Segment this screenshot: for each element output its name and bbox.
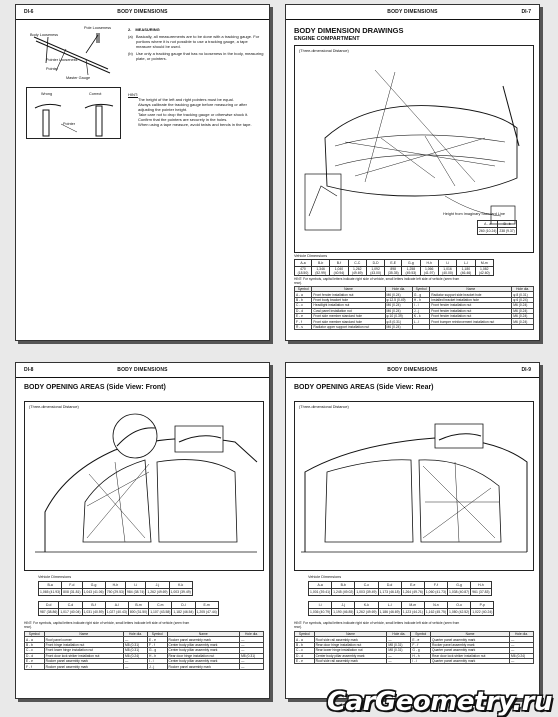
cell: E - e xyxy=(295,658,315,663)
cell: — xyxy=(509,637,533,642)
cell: M8 (0.31) xyxy=(387,648,411,653)
cell: C - c xyxy=(25,648,45,653)
symbol-hint: HINT: For symbols, capital letters indicate right side of vehicle, small letters indicate left side of vehicle (seen from rear). xyxy=(24,621,190,630)
gauge-label-pointer-looseness: Pointer Looseness xyxy=(46,58,78,62)
vd-val: 1,262 (49.69) xyxy=(348,267,366,276)
cell: F - f xyxy=(411,642,431,647)
tracking-gauge-figure xyxy=(26,27,121,82)
cell: Front door lock striker installation nut xyxy=(44,653,123,658)
gauge-label-master-gauge: Master Gauge xyxy=(66,76,91,80)
cell: G - g xyxy=(411,648,431,653)
cell: J - j xyxy=(412,308,429,313)
vehicle-dimensions-caption: Vehicle Dimensions xyxy=(38,575,72,579)
vd-head: B-a xyxy=(39,582,62,589)
vd-val: 987 (38.86) xyxy=(40,610,58,614)
sym-head: Symbol xyxy=(25,632,45,637)
sym-head: Hole dia. xyxy=(240,632,264,637)
vd-val: 1,190 (46.85) xyxy=(333,610,354,614)
vd-head: D-d xyxy=(39,602,59,609)
vd-val: 1,082 (42.60) xyxy=(475,267,493,276)
height-head: A - a xyxy=(478,221,498,228)
cell: φ 10 (0.39) xyxy=(385,313,412,318)
page-title: BODY OPENING AREAS (Side View: Front) xyxy=(24,384,166,391)
rear-opening-drawing xyxy=(295,402,533,570)
cell: M6 (0.24) xyxy=(385,308,412,313)
vd-head: F-f xyxy=(424,582,447,589)
hint-item: Always calibrate the tracking gauge before measuring or after adjusting the pointer height. xyxy=(138,102,247,112)
hint-title: HINT: xyxy=(128,92,138,97)
cell: A - a xyxy=(295,637,315,642)
step-a xyxy=(128,34,264,49)
manual-page-di-9 xyxy=(285,362,540,699)
vd-head: B-b xyxy=(311,260,329,267)
cell: Rocker panel assembly mark xyxy=(167,637,240,642)
vd-val: 1,022 (40.24) xyxy=(472,610,493,614)
vd-head: C-C xyxy=(348,260,366,267)
sym-head: Symbol xyxy=(147,632,167,637)
cell: I - i xyxy=(147,658,167,663)
vd-val: 961 (37.83) xyxy=(472,590,490,594)
cell: Quarter panel assembly mark xyxy=(431,637,510,642)
vd-head: H-h xyxy=(471,582,491,589)
vd-head: E-E xyxy=(385,260,402,267)
vd-head: N-n xyxy=(424,602,447,609)
page-subtitle: ENGINE COMPARTMENT xyxy=(294,36,360,42)
cell: — xyxy=(240,664,264,669)
cell: Roof panel corner xyxy=(44,637,123,642)
cell: G - g xyxy=(147,648,167,653)
cell: B - b xyxy=(295,297,312,302)
sym-head: Name xyxy=(167,632,240,637)
page-header xyxy=(16,363,269,378)
vd-head: G-g xyxy=(402,260,420,267)
vd-val: 1,065 (41.93) xyxy=(40,590,61,594)
cell: φ 8 (0.31) xyxy=(512,292,534,297)
cell: Front fender installation nut xyxy=(430,313,512,318)
vd-val: 1,092 (43.00) xyxy=(366,267,384,276)
vd-head: C-m xyxy=(149,602,172,609)
cell: Center body pillar assembly mark xyxy=(167,648,240,653)
cell: Rear door lock striker installation nut xyxy=(431,653,510,658)
cell: Front side member standard hole xyxy=(312,313,385,318)
vd-head: I-i xyxy=(309,602,332,609)
vd-val: 470 (18.50) xyxy=(295,267,312,276)
vd-head: A-a xyxy=(309,582,332,589)
step-b xyxy=(128,51,264,61)
pointer-wrong-correct-figure xyxy=(26,87,121,139)
cell: — xyxy=(124,658,148,663)
vd-head: G-g xyxy=(448,582,471,589)
sym-head: Symbol xyxy=(295,632,315,637)
vd-val: 1,016 (40.00) xyxy=(438,267,456,276)
height-label: Height from Imaginary Standard Line xyxy=(443,212,506,216)
vd-head: C-c xyxy=(355,582,378,589)
sym-head: Name xyxy=(314,632,387,637)
vd-val: 984 (38.74) xyxy=(127,590,145,594)
vd-head: E-e xyxy=(401,582,424,589)
cell: φ 12.5 (0.49) xyxy=(385,297,412,302)
cell: D - d xyxy=(25,653,45,658)
cell: Quarter panel assembly mark xyxy=(431,648,510,653)
cell: Front body bracket hole xyxy=(312,297,385,302)
page-header xyxy=(16,5,269,20)
cell: Roof side rail assembly mark xyxy=(314,658,387,663)
vd-head: B-m xyxy=(128,602,148,609)
vd-head: F-d xyxy=(62,582,82,589)
vd-head: L-l xyxy=(378,602,401,609)
vd-val: 1,173 (46.18) xyxy=(379,590,400,594)
vd-val: 1,123 (44.21) xyxy=(402,610,423,614)
vd-head: I-i xyxy=(438,260,456,267)
table-row xyxy=(295,658,534,663)
vd-val: 1,040 (40.94) xyxy=(330,267,348,276)
cell: E - e xyxy=(147,637,167,642)
vd-head: C-d xyxy=(59,602,82,609)
cell: Roof side rail assembly mark xyxy=(314,637,387,642)
page-header-title: BODY DIMENSIONS xyxy=(387,367,438,373)
vd-head: P-p xyxy=(471,602,494,609)
vd-val: 1,031 (40.59) xyxy=(83,610,104,614)
vd-val: 1,180 (46.46) xyxy=(457,267,475,276)
cell: Rocker panel assembly mark xyxy=(44,658,123,663)
cell: M6 (0.24) xyxy=(385,303,412,308)
cell: Front lower hinge installation nut xyxy=(44,648,123,653)
manual-page-di-6 xyxy=(15,4,270,341)
vd-head: I-i xyxy=(126,582,146,589)
cell: — xyxy=(387,637,411,642)
vd-val: 1,262 (49.69) xyxy=(356,610,377,614)
vd-head: O-o xyxy=(448,602,471,609)
symbol-table xyxy=(294,631,534,664)
vd-head: B-f xyxy=(330,260,348,267)
step-title: MEASURING xyxy=(135,27,160,32)
sym-head: Hole dia. xyxy=(124,632,148,637)
cell: Center body pillar assembly mark xyxy=(314,653,387,658)
cell: M8 (0.31) xyxy=(124,642,148,647)
vd-head: M-m xyxy=(475,260,493,267)
vd-val: 1,060 (41.73) xyxy=(425,590,447,594)
cell: M6 (0.24) xyxy=(512,308,534,313)
vd-head: B-b xyxy=(332,582,355,589)
page-header-title: BODY DIMENSIONS xyxy=(117,9,168,15)
cell: Front fender installation nut xyxy=(430,303,512,308)
cell: Rear door hinge installation nut xyxy=(167,653,240,658)
hint-item: Take care not to drop the tracking gauge or otherwise shock it. xyxy=(138,112,249,117)
step-b-letter: (b) xyxy=(128,51,133,56)
pointer-label: Pointer xyxy=(63,122,76,126)
sym-head: Name xyxy=(44,632,123,637)
vd-head: H-h xyxy=(105,582,125,589)
sym-head: Hole dia. xyxy=(512,287,534,292)
sym-head: Hole dia. xyxy=(509,632,533,637)
cell: A - a xyxy=(295,292,312,297)
cell xyxy=(512,324,534,329)
vd-val: 1,003 (39.49) xyxy=(356,590,377,594)
cell: L - l xyxy=(412,319,429,324)
cell: Rear lower hinge installation nut xyxy=(314,648,387,653)
sym-head: Hole dia. xyxy=(387,632,411,637)
cell: Front bumper reinforcement installation nut xyxy=(430,319,512,324)
cell: — xyxy=(240,648,264,653)
vd-val: 1,080 (42.52) xyxy=(449,610,470,614)
cell xyxy=(412,324,429,329)
cell: M6 (0.24) xyxy=(385,292,412,297)
cell: — xyxy=(509,648,533,653)
cell: φ 8 (0.31) xyxy=(385,319,412,324)
vd-head: K-k xyxy=(355,602,378,609)
cell: E - e xyxy=(25,658,45,663)
symbol-hint: HINT: For symbols, capital letters indicate right side of vehicle, small letters indicate left side of vehicle (seen from rear). xyxy=(294,621,460,630)
cell: Center body pillar assembly mark xyxy=(167,642,240,647)
vd-head: H-h xyxy=(420,260,438,267)
hint-item: The height of the left and right pointers must be equal. xyxy=(138,97,234,102)
sym-head: Name xyxy=(430,287,512,292)
cell: Cowl panel installation nut xyxy=(312,308,385,313)
page-header-title: BODY DIMENSIONS xyxy=(387,9,438,15)
cell: K - k xyxy=(412,313,429,318)
cell: M6 (0.24) xyxy=(509,653,533,658)
vd-val: 1,182 (46.54) xyxy=(173,610,194,614)
cell: M8 (0.31) xyxy=(240,653,264,658)
vd-head: A-l xyxy=(105,602,128,609)
step-b-text: Use only a tracking gauge that has no looseness in the body, measuring plate, or pointers. xyxy=(135,51,264,61)
page-header-title: BODY DIMENSIONS xyxy=(117,367,168,373)
vd-val: 1,186 (46.69) xyxy=(379,610,400,614)
cell: A - a xyxy=(25,637,45,642)
sym-head: Symbol xyxy=(411,632,431,637)
cell: M6 (0.24) xyxy=(385,324,412,329)
vd-val: 1,038 (40.87) xyxy=(449,590,470,594)
vd-head: B-f xyxy=(82,602,105,609)
cell: D - d xyxy=(295,653,315,658)
step-a-letter: (a) xyxy=(128,34,133,39)
vd-val: 750 (29.53) xyxy=(106,590,125,594)
vd-val: 808 (31.81) xyxy=(63,590,81,594)
hint-section xyxy=(128,92,264,127)
vehicle-dimensions-table-1 xyxy=(38,581,193,596)
vd-head: E-m xyxy=(195,602,218,609)
vd-head: J-j xyxy=(332,602,355,609)
vd-val: 1,003 (39.49) xyxy=(170,590,191,594)
vehicle-dimensions-caption: Vehicle Dimensions xyxy=(294,254,328,258)
cell: M6 (0.24) xyxy=(512,313,534,318)
vehicle-dimensions-caption: Vehicle Dimensions xyxy=(308,575,342,579)
cell: H - h xyxy=(411,653,431,658)
height-val: 260 (10.24) xyxy=(479,229,497,233)
vd-head: M-m xyxy=(401,602,424,609)
vd-val: 1,027 (40.43) xyxy=(106,610,127,614)
cell: I - i xyxy=(412,303,429,308)
vehicle-dimensions-table xyxy=(294,259,494,276)
table-row xyxy=(25,664,264,669)
vd-val: 800 (31.50) xyxy=(129,610,148,614)
page-code: DI-6 xyxy=(24,9,34,15)
cell: Quarter panel assembly mark xyxy=(431,658,510,663)
front-opening-diagram xyxy=(24,401,264,571)
vd-val: 1,107 (43.58) xyxy=(150,610,171,614)
cell: Center body pillar assembly mark xyxy=(167,658,240,663)
vd-val: 1,245 (49.02) xyxy=(333,590,354,594)
cell: Front fender installation nut xyxy=(430,308,512,313)
vd-head: D-D xyxy=(366,260,384,267)
step-number: 2. xyxy=(128,27,132,32)
cell: — xyxy=(509,642,533,647)
brand-watermark xyxy=(327,689,552,715)
cell: B - b xyxy=(295,642,315,647)
symbol-table xyxy=(294,286,534,330)
cell: — xyxy=(509,658,533,663)
symbol-hint: HINT: For symbols, capital letters indicate right side of vehicle, small letters indicate left side of vehicle (seen from rear). xyxy=(294,277,460,286)
distance-label: (Three-dimensional Distance) xyxy=(299,49,349,53)
cell: F - f xyxy=(147,642,167,647)
cell: Rocker panel assembly mark xyxy=(431,642,510,647)
engine-compartment-diagram xyxy=(294,45,534,253)
vd-val: 1,162 (45.75) xyxy=(425,610,447,614)
vd-head: K-k xyxy=(169,582,192,589)
cell: E - e xyxy=(411,637,431,642)
cell: B - b xyxy=(25,642,45,647)
vd-val: 1,017 (40.04) xyxy=(60,610,81,614)
cell: Rocker panel assembly mark xyxy=(44,664,123,669)
vd-head: D-l xyxy=(172,602,195,609)
distance-label: (Three-dimensional Distance) xyxy=(299,405,349,409)
step-a-text: Basically, all measurements are to be done with a tracking gauge. For portions where it is not possible to use a tracking gauge, a tape measure should be used. xyxy=(135,34,260,49)
sym-head: Name xyxy=(312,287,385,292)
vd-head: J-j xyxy=(146,582,169,589)
page-header xyxy=(286,5,539,20)
cell: — xyxy=(124,637,148,642)
cell: H - h xyxy=(412,297,429,302)
table-row xyxy=(295,324,534,329)
page-code: DI-9 xyxy=(521,367,531,373)
vd-head: L-l xyxy=(457,260,475,267)
sym-head: Name xyxy=(431,632,510,637)
height-head: B - b xyxy=(498,221,516,228)
cell: M6 (0.24) xyxy=(512,303,534,308)
distance-label: (Three-dimensional Distance) xyxy=(29,405,79,409)
cell: Front side member standard hole xyxy=(312,319,385,324)
correct-label: Correct xyxy=(89,92,102,96)
page-title: BODY DIMENSION DRAWINGS xyxy=(294,26,404,35)
vd-val: 1,205 (47.44) xyxy=(196,610,217,614)
measuring-heading xyxy=(128,27,264,32)
height-table xyxy=(477,220,517,235)
vd-val: 1,258 (49.53) xyxy=(402,267,420,276)
cell: M8 (0.31) xyxy=(387,642,411,647)
vd-val: 1,264 (49.76) xyxy=(402,590,423,594)
hint-item: When using a tape measure, avoid twists and bends in the tape. xyxy=(138,122,252,127)
cell: Headlight installation nut xyxy=(312,303,385,308)
cell: Rocker panel assembly mark xyxy=(167,664,240,669)
page-code: DI-7 xyxy=(521,9,531,15)
vd-val: 1,346 (52.99) xyxy=(311,267,329,276)
cell: — xyxy=(387,658,411,663)
vd-val: 1,066 (41.97) xyxy=(420,267,438,276)
cell: Radiator support side bracket hole xyxy=(430,292,512,297)
vd-head: D-d xyxy=(378,582,401,589)
vehicle-dimensions-table-2 xyxy=(38,601,219,616)
page-code: DI-8 xyxy=(24,367,34,373)
sym-head: Symbol xyxy=(295,287,312,292)
cell: C - c xyxy=(295,303,312,308)
wrong-label: Wrong xyxy=(41,92,53,96)
cell xyxy=(430,324,512,329)
sym-head: Symbol xyxy=(412,287,429,292)
cell: C - c xyxy=(295,648,315,653)
cell: Rear door hinge installation nut xyxy=(314,642,387,647)
front-opening-drawing xyxy=(25,402,263,570)
cell: φ 6 (0.24) xyxy=(512,297,534,302)
cell: F - f xyxy=(25,664,45,669)
cell: — xyxy=(240,637,264,642)
cell: — xyxy=(240,642,264,647)
cell: R - s xyxy=(295,324,312,329)
cell: F - f xyxy=(295,319,312,324)
manual-page-di-7 xyxy=(285,4,540,341)
vd-head: G-g xyxy=(82,582,105,589)
vd-val: 1,036 (40.79) xyxy=(310,610,331,614)
cell: Radiator upper support installation nut xyxy=(312,324,385,329)
sym-head: Hole dia. xyxy=(385,287,412,292)
rear-opening-diagram xyxy=(294,401,534,571)
gauge-label-body-looseness: Body Looseness xyxy=(30,33,59,37)
gauge-label-pole-looseness: Pole Looseness xyxy=(84,26,112,30)
measuring-section xyxy=(128,27,264,61)
gauge-label-pointer: Pointer xyxy=(46,67,59,71)
cell: G - g xyxy=(412,292,429,297)
cell: M6 (0.24) xyxy=(124,653,148,658)
hint-item: Confirm that the pointers are securely in the holes. xyxy=(138,117,228,122)
manual-page-di-8 xyxy=(15,362,270,699)
vd-val: 1,043 (41.06) xyxy=(83,590,104,594)
vd-val: 1,001 (39.41) xyxy=(310,590,331,594)
vehicle-dimensions-table-1 xyxy=(308,581,492,596)
brand-logo-text: CarGeometry.ru xyxy=(326,687,552,717)
cell: H - h xyxy=(147,653,167,658)
page-title: BODY OPENING AREAS (Side View: Rear) xyxy=(294,384,434,391)
cell: — xyxy=(240,658,264,663)
cell: Installed bracket installation hole xyxy=(430,297,512,302)
cell: E - e xyxy=(295,313,312,318)
cell: M8 (0.31) xyxy=(124,648,148,653)
cell: Front hinge installation nut xyxy=(44,642,123,647)
cell: J - j xyxy=(147,664,167,669)
height-val: 238 (9.37) xyxy=(499,229,515,233)
page-header xyxy=(286,363,539,378)
cell: M6 (0.24) xyxy=(512,319,534,324)
symbol-table xyxy=(24,631,264,670)
cell: Front fender installation nut xyxy=(312,292,385,297)
vd-val: 898 (35.35) xyxy=(385,267,402,276)
vd-head: A-a xyxy=(295,260,312,267)
vehicle-dimensions-table-2 xyxy=(308,601,494,616)
vd-val: 1,262 (49.69) xyxy=(147,590,168,594)
cell: D - d xyxy=(295,308,312,313)
cell: — xyxy=(124,664,148,669)
cell: — xyxy=(387,653,411,658)
cell: I - i xyxy=(411,658,431,663)
